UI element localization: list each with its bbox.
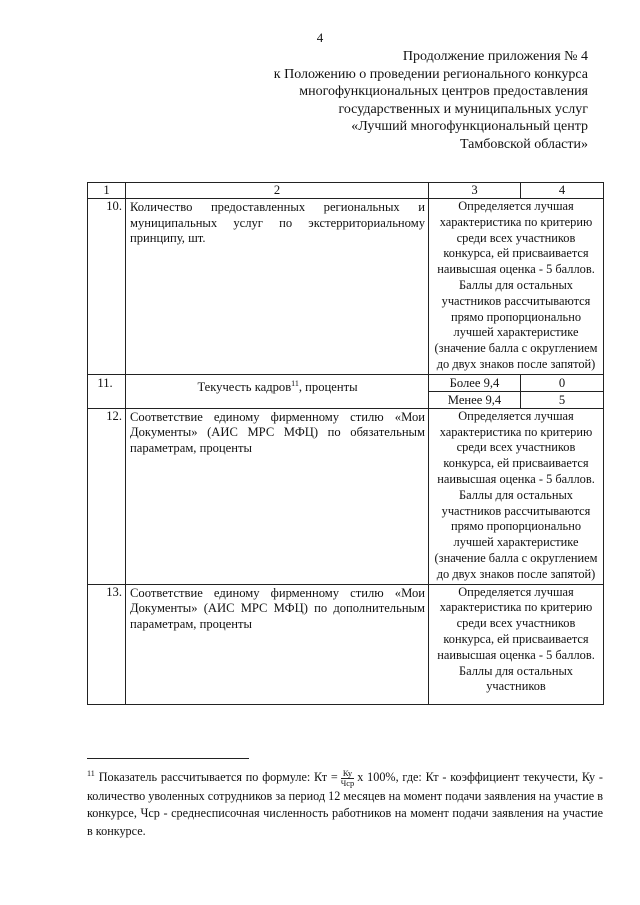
criterion-name-text: Текучесть кадров — [197, 379, 292, 394]
table-row — [88, 584, 604, 704]
row-number: 13. — [88, 584, 126, 704]
appendix-line: Тамбовской области» — [459, 136, 588, 152]
footnote-text-before: Показатель рассчитывается по формуле: Кт = — [98, 770, 338, 785]
appendix-line: государственных и муниципальных услуг — [338, 101, 588, 117]
appendix-line: «Лучший многофункциональный центр — [351, 119, 588, 134]
footnote-ref: 11 — [291, 378, 299, 388]
criterion-name: Количество предоставленных региональных и муниципальных услуг по экстерриториальному принципу, шт. — [126, 199, 429, 375]
condition-cell: Более 9,4 — [429, 374, 521, 391]
appendix-line: к Положению о проведении регионального конкурса — [273, 66, 588, 82]
scoring-rule: Определяется лучшая характеристика по критерию среди всех участников конкурса, ей присваивается наивысшая оценка - 5 баллов. Баллы для остальных участников рассчитываются прямо пропорционально лучшей характеристике (значение балла с округлением до двух знаков после запятой) — [429, 408, 604, 584]
column-header: 3 — [429, 183, 521, 199]
scoring-rule — [429, 584, 604, 704]
formula-fraction — [341, 769, 355, 788]
criteria-table — [87, 182, 604, 705]
row-number: 10. — [88, 199, 126, 375]
table-row — [88, 199, 604, 375]
page-number: 4 — [316, 30, 324, 45]
fraction-numerator: Ку — [341, 769, 355, 779]
row-number: 12. — [88, 408, 126, 584]
row-number: 11. — [88, 374, 126, 408]
footnote — [87, 765, 603, 840]
scoring-rule: Определяется лучшая характеристика по критерию среди всех участников конкурса, ей присваивается наивысшая оценка - 5 баллов. Баллы для остальных участников рассчитываются прямо пропорционально лучшей характеристике (значение балла с округлением до двух знаков после запятой) — [429, 199, 604, 375]
footnote-divider — [87, 758, 249, 759]
appendix-header — [158, 48, 588, 153]
score-cell: 5 — [521, 391, 604, 408]
appendix-line: Продолжение приложения № 4 — [402, 49, 588, 64]
condition-cell: Менее 9,4 — [429, 391, 521, 408]
table-header-row — [88, 183, 604, 199]
table-row — [88, 374, 604, 391]
criterion-name: Соответствие единому фирменному стилю «Мои Документы» (АИС МРС МФЦ) по дополнительным параметрам, проценты — [126, 584, 429, 704]
column-header: 1 — [88, 183, 126, 199]
footnote-mark: 11 — [87, 769, 95, 778]
criterion-name: Соответствие единому фирменному стилю «Мои Документы» (АИС МРС МФЦ) по обязательным параметрам, проценты — [126, 408, 429, 584]
appendix-line: многофункциональных центров предоставления — [299, 84, 588, 99]
column-header: 4 — [521, 183, 604, 199]
fraction-denominator: Чср — [340, 777, 355, 788]
table-row — [88, 408, 604, 584]
scoring-rule-text: Определяется лучшая характеристика по критерию среди всех участников конкурса, ей присваивается наивысшая оценка - 5 баллов. Баллы для остальных участников — [437, 584, 595, 694]
footnote-text-after: x 100%, где: Кт - коэффициент текучести, Ку - количество уволенных сотрудников за период 12 месяцев на момент подачи заявления на участие в конкурсе, Чср - среднесписочная численность работников на момент подачи заявления на участие в конкурсе. — [87, 770, 603, 838]
score-cell: 0 — [521, 374, 604, 391]
criterion-name — [126, 374, 429, 408]
column-header: 2 — [126, 183, 429, 199]
criterion-name-suffix: , проценты — [298, 379, 358, 394]
